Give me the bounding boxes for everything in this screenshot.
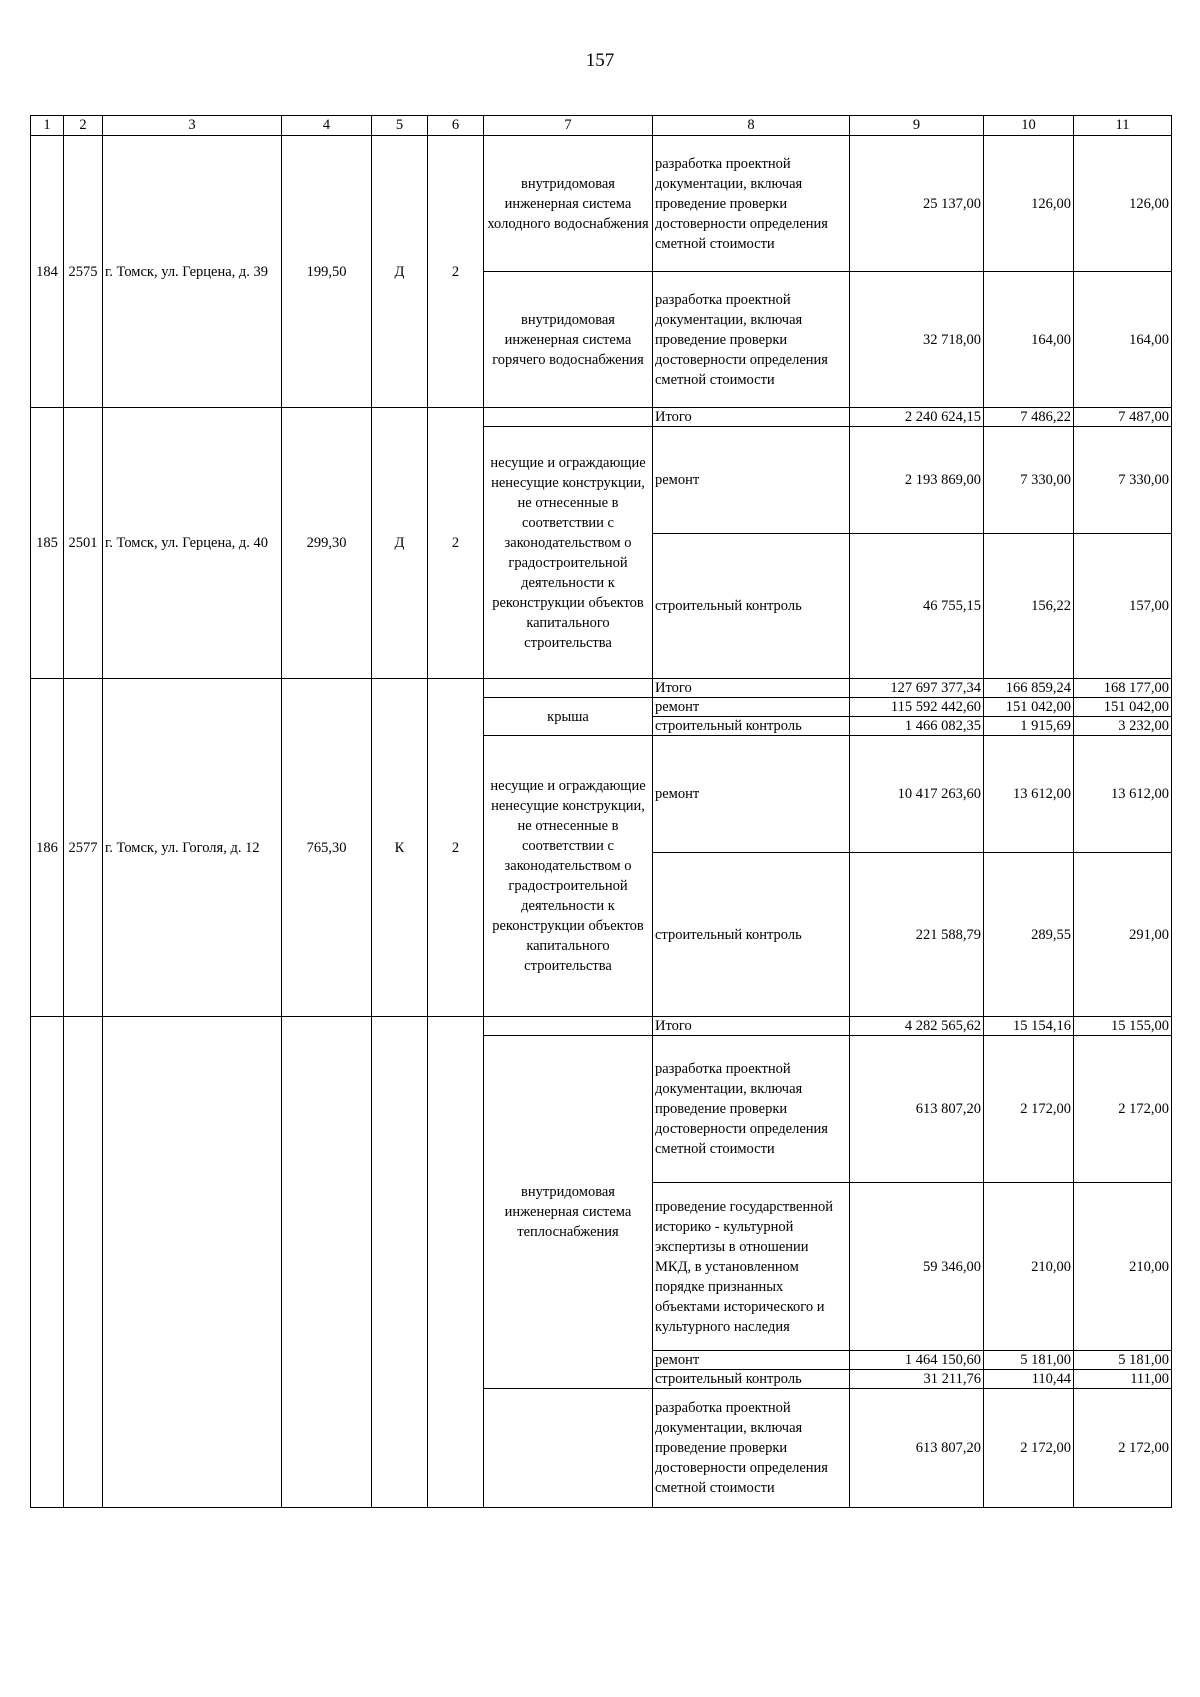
row-code: 2575 xyxy=(64,136,103,408)
value-col11: 164,00 xyxy=(1074,272,1172,408)
row-address: г. Томск, ул. Герцена, д. 39 xyxy=(103,136,282,408)
value-col11: 3 232,00 xyxy=(1074,717,1172,736)
value-col9: 2 193 869,00 xyxy=(850,427,984,534)
row-code: 2501 xyxy=(64,408,103,679)
total-col11: 168 177,00 xyxy=(1074,679,1172,698)
value-col11: 2 172,00 xyxy=(1074,1389,1172,1508)
value-col9: 221 588,79 xyxy=(850,853,984,1017)
value-col10: 210,00 xyxy=(984,1183,1074,1351)
total-col9: 4 282 565,62 xyxy=(850,1017,984,1036)
value-col11: 2 172,00 xyxy=(1074,1036,1172,1183)
work-description: проведение государственной историко - культурной экспертизы в отношении МКД, в установленном порядке признанных объектами исторического и культурного наследия xyxy=(653,1183,850,1351)
value-col9: 10 417 263,60 xyxy=(850,736,984,853)
row-code xyxy=(64,1017,103,1508)
value-col9: 1 464 150,60 xyxy=(850,1351,984,1370)
work-description: разработка проектной документации, включая проведение проверки достоверности определения сметной стоимости xyxy=(653,136,850,272)
row-category: К xyxy=(372,679,428,1017)
repair-schedule-table xyxy=(30,115,1172,1508)
value-col10: 2 172,00 xyxy=(984,1389,1074,1508)
row-category: Д xyxy=(372,408,428,679)
total-col10: 7 486,22 xyxy=(984,408,1074,427)
value-col10: 110,44 xyxy=(984,1370,1074,1389)
header-cell: 10 xyxy=(984,116,1074,136)
empty-cell xyxy=(484,1017,653,1036)
row-address: г. Томск, ул. Гоголя, д. 12 xyxy=(103,679,282,1017)
total-label: Итого xyxy=(653,679,850,698)
header-cell: 2 xyxy=(64,116,103,136)
row-area: 199,50 xyxy=(282,136,372,408)
row-category xyxy=(372,1017,428,1508)
header-cell: 7 xyxy=(484,116,653,136)
row-area xyxy=(282,1017,372,1508)
row-number: 186 xyxy=(31,679,64,1017)
header-cell: 3 xyxy=(103,116,282,136)
work-description: ремонт xyxy=(653,736,850,853)
row-address xyxy=(103,1017,282,1508)
work-description: разработка проектной документации, включая проведение проверки достоверности определения сметной стоимости xyxy=(653,1389,850,1508)
work-description: разработка проектной документации, включая проведение проверки достоверности определения сметной стоимости xyxy=(653,1036,850,1183)
total-label: Итого xyxy=(653,1017,850,1036)
row-area: 765,30 xyxy=(282,679,372,1017)
row-count: 2 xyxy=(428,136,484,408)
total-row xyxy=(31,408,1172,427)
row-count: 2 xyxy=(428,408,484,679)
row-number: 184 xyxy=(31,136,64,408)
row-category: Д xyxy=(372,136,428,408)
row-address: г. Томск, ул. Герцена, д. 40 xyxy=(103,408,282,679)
value-col9: 25 137,00 xyxy=(850,136,984,272)
value-col11: 126,00 xyxy=(1074,136,1172,272)
value-col11: 210,00 xyxy=(1074,1183,1172,1351)
row-number: 185 xyxy=(31,408,64,679)
table-row xyxy=(31,136,1172,272)
header-row xyxy=(31,116,1172,136)
header-cell: 6 xyxy=(428,116,484,136)
header-cell: 1 xyxy=(31,116,64,136)
value-col10: 164,00 xyxy=(984,272,1074,408)
value-col9: 613 807,20 xyxy=(850,1036,984,1183)
total-label: Итого xyxy=(653,408,850,427)
header-cell: 8 xyxy=(653,116,850,136)
value-col9: 613 807,20 xyxy=(850,1389,984,1508)
work-description: строительный контроль xyxy=(653,853,850,1017)
row-code: 2577 xyxy=(64,679,103,1017)
work-description: строительный контроль xyxy=(653,534,850,679)
value-col11: 151 042,00 xyxy=(1074,698,1172,717)
header-cell: 4 xyxy=(282,116,372,136)
value-col10: 151 042,00 xyxy=(984,698,1074,717)
value-col9: 32 718,00 xyxy=(850,272,984,408)
system-name: внутридомовая инженерная система холодного водоснабжения xyxy=(484,136,653,272)
value-col10: 156,22 xyxy=(984,534,1074,679)
value-col9: 59 346,00 xyxy=(850,1183,984,1351)
total-col9: 2 240 624,15 xyxy=(850,408,984,427)
total-col9: 127 697 377,34 xyxy=(850,679,984,698)
value-col9: 1 466 082,35 xyxy=(850,717,984,736)
value-col9: 115 592 442,60 xyxy=(850,698,984,717)
value-col11: 111,00 xyxy=(1074,1370,1172,1389)
total-col11: 15 155,00 xyxy=(1074,1017,1172,1036)
total-row xyxy=(31,1017,1172,1036)
system-name xyxy=(484,1389,653,1508)
work-description: разработка проектной документации, включая проведение проверки достоверности определения сметной стоимости xyxy=(653,272,850,408)
value-col10: 126,00 xyxy=(984,136,1074,272)
work-description: строительный контроль xyxy=(653,1370,850,1389)
work-description: ремонт xyxy=(653,427,850,534)
value-col9: 46 755,15 xyxy=(850,534,984,679)
empty-cell xyxy=(484,679,653,698)
value-col11: 291,00 xyxy=(1074,853,1172,1017)
value-col10: 7 330,00 xyxy=(984,427,1074,534)
work-description: ремонт xyxy=(653,1351,850,1370)
row-count: 2 xyxy=(428,679,484,1017)
total-col10: 15 154,16 xyxy=(984,1017,1074,1036)
header-cell: 5 xyxy=(372,116,428,136)
value-col10: 13 612,00 xyxy=(984,736,1074,853)
row-number xyxy=(31,1017,64,1508)
header-cell: 11 xyxy=(1074,116,1172,136)
empty-cell xyxy=(484,408,653,427)
value-col10: 1 915,69 xyxy=(984,717,1074,736)
value-col11: 7 330,00 xyxy=(1074,427,1172,534)
system-name: несущие и ограждающие ненесущие конструкции, не отнесенные в соответствии с законодательством о градостроительной деятельности к реконструкции объектов капитального строительства xyxy=(484,427,653,679)
value-col10: 2 172,00 xyxy=(984,1036,1074,1183)
value-col10: 5 181,00 xyxy=(984,1351,1074,1370)
total-col10: 166 859,24 xyxy=(984,679,1074,698)
value-col11: 13 612,00 xyxy=(1074,736,1172,853)
system-name: несущие и ограждающие ненесущие конструкции, не отнесенные в соответствии с законодательством о градостроительной деятельности к реконструкции объектов капитального строительства xyxy=(484,736,653,1017)
work-description: ремонт xyxy=(653,698,850,717)
header-cell: 9 xyxy=(850,116,984,136)
value-col10: 289,55 xyxy=(984,853,1074,1017)
system-name: крыша xyxy=(484,698,653,736)
system-name: внутридомовая инженерная система теплоснабжения xyxy=(484,1036,653,1389)
value-col9: 31 211,76 xyxy=(850,1370,984,1389)
page-number: 157 xyxy=(585,50,615,71)
total-row xyxy=(31,679,1172,698)
value-col11: 5 181,00 xyxy=(1074,1351,1172,1370)
total-col11: 7 487,00 xyxy=(1074,408,1172,427)
work-description: строительный контроль xyxy=(653,717,850,736)
row-area: 299,30 xyxy=(282,408,372,679)
value-col11: 157,00 xyxy=(1074,534,1172,679)
system-name: внутридомовая инженерная система горячего водоснабжения xyxy=(484,272,653,408)
row-count xyxy=(428,1017,484,1508)
